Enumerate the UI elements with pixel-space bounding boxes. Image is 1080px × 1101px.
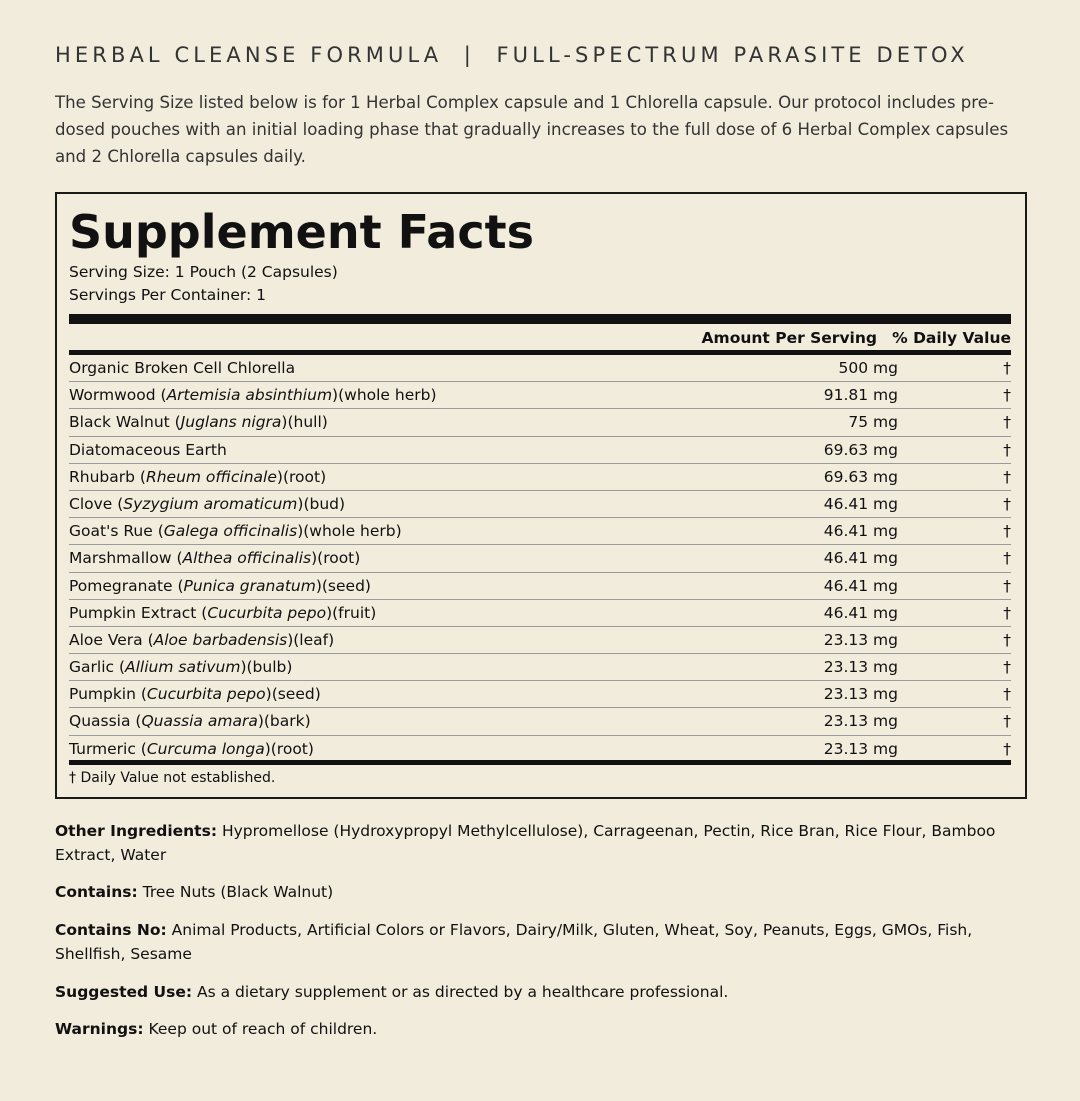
ingredient-row: [69, 518, 1011, 545]
contains-no-text: Animal Products, Artificial Colors or Flavors, Dairy/Milk, Gluten, Wheat, Soy, Peanuts, Eggs, GMOs, Fish, Shellfish, Sesame: [55, 921, 973, 963]
product-title: HERBAL CLEANSE FORMULA | FULL-SPECTRUM PARASITE DETOX: [55, 43, 969, 67]
ingredient-dv: †: [1003, 603, 1011, 622]
ingredient-latin: Allium sativum: [125, 658, 241, 677]
suggested-use-label: Suggested Use:: [55, 983, 193, 1001]
ingredient-amount: 23.13 mg: [823, 630, 898, 649]
ingredient-row: [69, 573, 1011, 600]
ingredient-amount: 500 mg: [838, 359, 898, 377]
ingredient-row: [69, 708, 1011, 735]
ingredient-amount: 69.63 mg: [823, 467, 898, 486]
ingredient-row: [69, 681, 1011, 708]
ingredient-amount: 23.13 mg: [823, 712, 898, 731]
ingredient-name: Goat's Rue (: [69, 522, 164, 541]
ingredient-amount: 46.41 mg: [823, 549, 898, 568]
ingredient-latin: Althea officinalis: [182, 549, 312, 568]
ingredient-amount: 23.13 mg: [823, 685, 898, 704]
ingredient-latin: Curcuma longa: [146, 739, 265, 758]
contains-no-label: Contains No:: [55, 921, 167, 939]
column-header: [69, 329, 1011, 349]
ingredient-row: [69, 464, 1011, 491]
ingredient-dv: †: [1003, 359, 1011, 377]
ingredient-latin: Rheum officinale: [145, 467, 277, 486]
ingredient-row: [69, 437, 1011, 464]
contains-no: [55, 918, 1030, 966]
ingredient-dv: †: [1003, 467, 1011, 486]
serving-size: Serving Size: 1 Pouch (2 Capsules): [69, 263, 338, 281]
ingredient-dv: †: [1003, 658, 1011, 677]
ingredient-part: )(bulb): [240, 658, 293, 677]
ingredient-latin: Cucurbita pepo: [207, 603, 327, 622]
ingredient-amount: 46.41 mg: [823, 576, 898, 595]
ingredient-name: Pumpkin Extract (: [69, 603, 208, 622]
warnings-text: Keep out of reach of children.: [143, 1020, 378, 1038]
ingredient-part: )(root): [276, 467, 327, 486]
ingredient-latin: Aloe barbadensis: [153, 630, 288, 649]
ingredient-amount: 46.41 mg: [823, 603, 898, 622]
ingredient-latin: Cucurbita pepo: [146, 685, 266, 704]
contains-text: Tree Nuts (Black Walnut): [137, 883, 334, 901]
amount-per-serving-header: Amount Per Serving: [701, 329, 877, 347]
ingredient-dv: †: [1003, 386, 1011, 405]
other-ingredients: [55, 819, 1030, 867]
ingredient-part: )(root): [311, 549, 361, 568]
ingredient-row: [69, 409, 1011, 436]
ingredient-amount: 69.63 mg: [823, 440, 898, 459]
ingredient-row: [69, 545, 1011, 572]
ingredient-name: Black Walnut (: [69, 413, 181, 432]
suggested-use-text: As a dietary supplement or as directed by a healthcare professional.: [192, 983, 729, 1001]
ingredient-name: Rhubarb (: [69, 467, 146, 486]
ingredient-part: )(bud): [297, 494, 346, 513]
ingredient-dv: †: [1003, 549, 1011, 568]
ingredient-name: Diatomaceous Earth: [69, 440, 227, 459]
ingredient-amount: 23.13 mg: [823, 658, 898, 677]
contains-label: Contains:: [55, 883, 138, 901]
daily-value-header: % Daily Value: [892, 329, 1011, 347]
warnings: [55, 1017, 1030, 1041]
ingredient-name: Organic Broken Cell Chlorella: [69, 359, 296, 377]
ingredient-part: )(seed): [265, 685, 321, 704]
ingredient-latin: Juglans nigra: [180, 413, 282, 432]
bottom-divider: [69, 760, 1011, 765]
ingredient-part: )(bark): [257, 712, 311, 731]
ingredient-latin: Syzygium aromaticum: [123, 494, 298, 513]
ingredient-name: Aloe Vera (: [69, 630, 154, 649]
ingredient-part: )(seed): [315, 576, 371, 595]
ingredient-name: Clove (: [69, 494, 124, 513]
ingredient-row: [69, 382, 1011, 409]
ingredient-part: )(whole herb): [297, 522, 402, 541]
ingredient-row: [69, 600, 1011, 627]
ingredient-name: Quassia (: [69, 712, 142, 731]
ingredient-part: )(leaf): [287, 630, 335, 649]
ingredient-name: Marshmallow (: [69, 549, 183, 568]
ingredient-name: Turmeric (: [69, 739, 147, 758]
ingredient-latin: Galega officinalis: [163, 522, 298, 541]
ingredient-name: Wormwood (: [69, 386, 167, 405]
supplement-facts-panel: [55, 192, 1027, 799]
ingredient-row: [69, 654, 1011, 681]
other-ingredients-label: Other Ingredients:: [55, 822, 218, 840]
ingredient-dv: †: [1003, 630, 1011, 649]
ingredient-dv: †: [1003, 494, 1011, 513]
ingredient-row: [69, 491, 1011, 518]
ingredient-latin: Punica granatum: [183, 576, 316, 595]
thick-divider: [69, 314, 1011, 324]
ingredient-name: Pomegranate (: [69, 576, 184, 595]
ingredient-dv: †: [1003, 522, 1011, 541]
supplement-facts-title: Supplement Facts: [69, 205, 534, 259]
ingredient-dv: †: [1003, 413, 1011, 432]
ingredient-part: )(root): [264, 739, 314, 758]
ingredient-latin: Artemisia absinthium: [166, 386, 333, 405]
warnings-label: Warnings:: [55, 1020, 144, 1038]
ingredient-row: [69, 736, 1011, 762]
ingredient-dv: †: [1003, 739, 1011, 758]
ingredient-row: [69, 627, 1011, 654]
ingredient-row: [69, 355, 1011, 382]
daily-value-footnote: † Daily Value not established.: [69, 770, 276, 786]
ingredient-dv: †: [1003, 576, 1011, 595]
ingredient-dv: †: [1003, 440, 1011, 459]
ingredient-name: Garlic (: [69, 658, 125, 677]
ingredient-part: )(fruit): [326, 603, 377, 622]
ingredient-dv: †: [1003, 685, 1011, 704]
ingredient-part: )(hull): [281, 413, 328, 432]
ingredient-part: )(whole herb): [332, 386, 437, 405]
suggested-use: [55, 980, 1030, 1004]
ingredient-amount: 91.81 mg: [823, 386, 898, 405]
ingredient-dv: †: [1003, 712, 1011, 731]
ingredient-latin: Quassia amara: [141, 712, 258, 731]
ingredient-amount: 46.41 mg: [823, 494, 898, 513]
ingredient-amount: 23.13 mg: [823, 739, 898, 758]
other-ingredients-text: Hypromellose (Hydroxypropyl Methylcellulose), Carrageenan, Pectin, Rice Bran, Rice Flour, Bamboo Extract, Water: [55, 822, 996, 864]
ingredient-name: Pumpkin (: [69, 685, 147, 704]
ingredient-amount: 46.41 mg: [823, 522, 898, 541]
servings-per-container: Servings Per Container: 1: [69, 286, 267, 304]
contains: [55, 880, 1030, 904]
ingredient-list: [69, 355, 1011, 762]
ingredient-amount: 75 mg: [848, 413, 898, 432]
serving-note: The Serving Size listed below is for 1 Herbal Complex capsule and 1 Chlorella capsule. Our protocol includes pre-dosed pouches with an initial loading phase that gradually increases to the full dose of 6 Herbal Complex capsules and 2 Chlorella capsules daily.: [55, 93, 1009, 166]
